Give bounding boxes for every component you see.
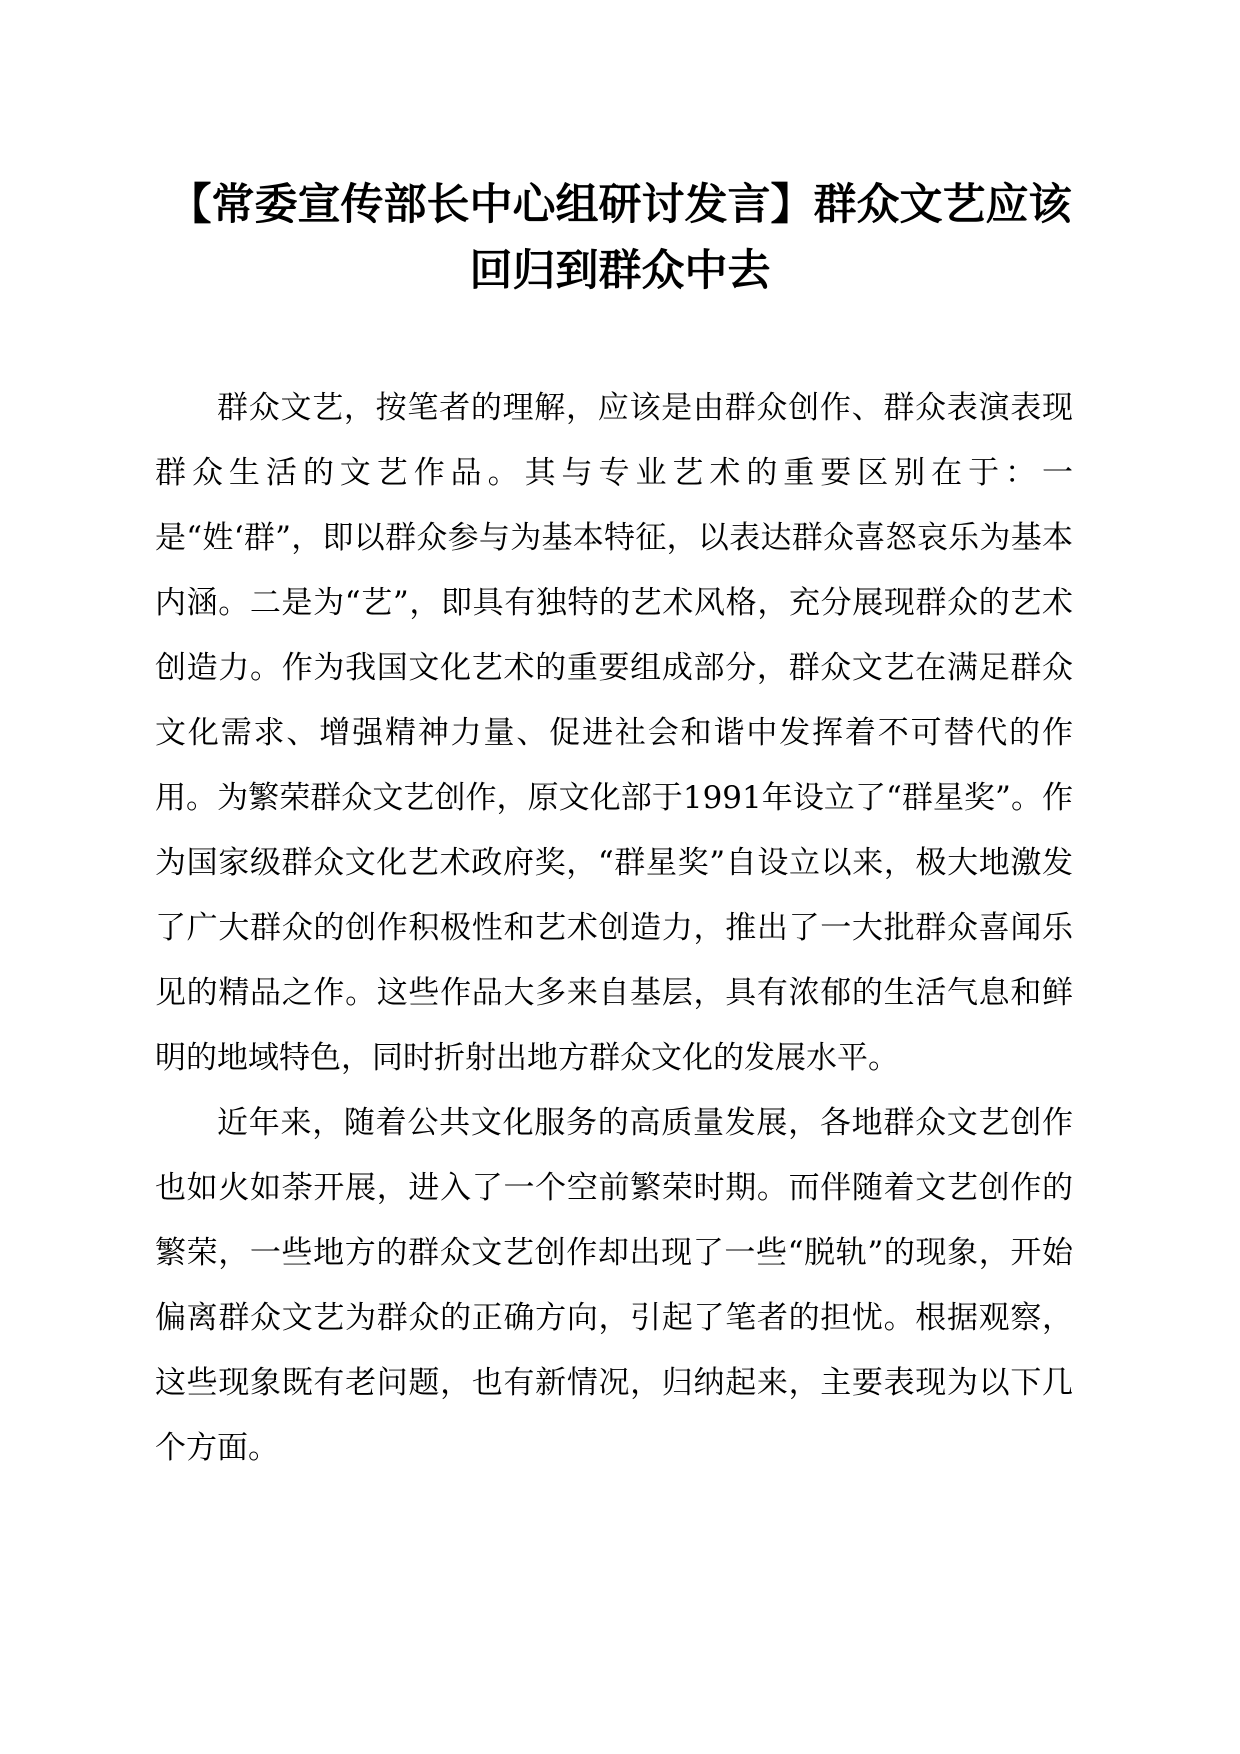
document-body: [155, 376, 1073, 1481]
paragraph-1: 群众文艺，按笔者的理解，应该是由群众创作、群众表演表现群众生活的文艺作品。其与专业艺术的重要区别在于：一是“姓‘群”，即以群众参与为基本特征，以表达群众喜怒哀乐为基本内涵。二是为“艺”，即具有独特的艺术风格，充分展现群众的艺术创造力。作为我国文化艺术的重要组成部分，群众文艺在满足群众文化需求、增强精神力量、促进社会和谐中发挥着不可替代的作用。为繁荣群众文艺创作，原文化部于1991年设立了“群星奖”。作为国家级群众文化艺术政府奖，“群星奖”自设立以来，极大地激发了广大群众的创作积极性和艺术创造力，推出了一大批群众喜闻乐见的精品之作。这些作品大多来自基层，具有浓郁的生活气息和鲜明的地域特色，同时折射出地方群众文化的发展水平。: [155, 390, 1073, 1076]
paragraph-2: 近年来，随着公共文化服务的高质量发展，各地群众文艺创作也如火如荼开展，进入了一个空前繁荣时期。而伴随着文艺创作的繁荣，一些地方的群众文艺创作却出现了一些“脱轨”的现象，开始偏离群众文艺为群众的正确方向，引起了笔者的担忧。根据观察，这些现象既有老问题，也有新情况，归纳起来，主要表现为以下几个方面。: [155, 1105, 1073, 1466]
document-title: 【常委宣传部长中心组研讨发言】群众文艺应该回归到群众中去: [168, 180, 1072, 296]
